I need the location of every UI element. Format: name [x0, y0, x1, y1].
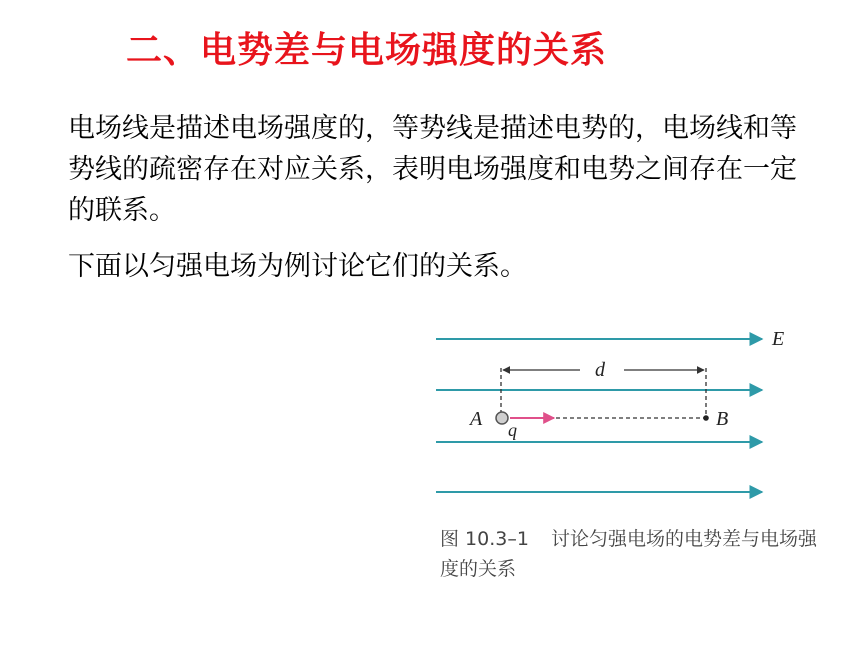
slide-title: 二、电势差与电场强度的关系: [126, 30, 608, 71]
point-label-a: A: [470, 408, 483, 430]
charge-circle: [496, 412, 508, 424]
distance-label-d: d: [595, 359, 605, 381]
figure-caption: [440, 524, 820, 584]
point-b-dot: [703, 415, 709, 421]
point-label-b: B: [716, 408, 729, 430]
paragraph-intro: 电场线是描述电场强度的，等势线是描述电势的，电场线和等势线的疏密存在对应关系，表明电场强度和电势之间存在一定的联系。: [68, 113, 797, 226]
uniform-field-diagram: [420, 318, 820, 518]
field-label-e: E: [772, 328, 785, 350]
figure-caption-number: 图 10.3–1: [440, 528, 529, 550]
figure-caption-text: 讨论匀强电场的电势差与电场强度的关系: [440, 528, 817, 580]
paragraph-example: 下面以匀强电场为例讨论它们的关系。: [68, 251, 527, 282]
charge-label-q: q: [508, 420, 517, 440]
